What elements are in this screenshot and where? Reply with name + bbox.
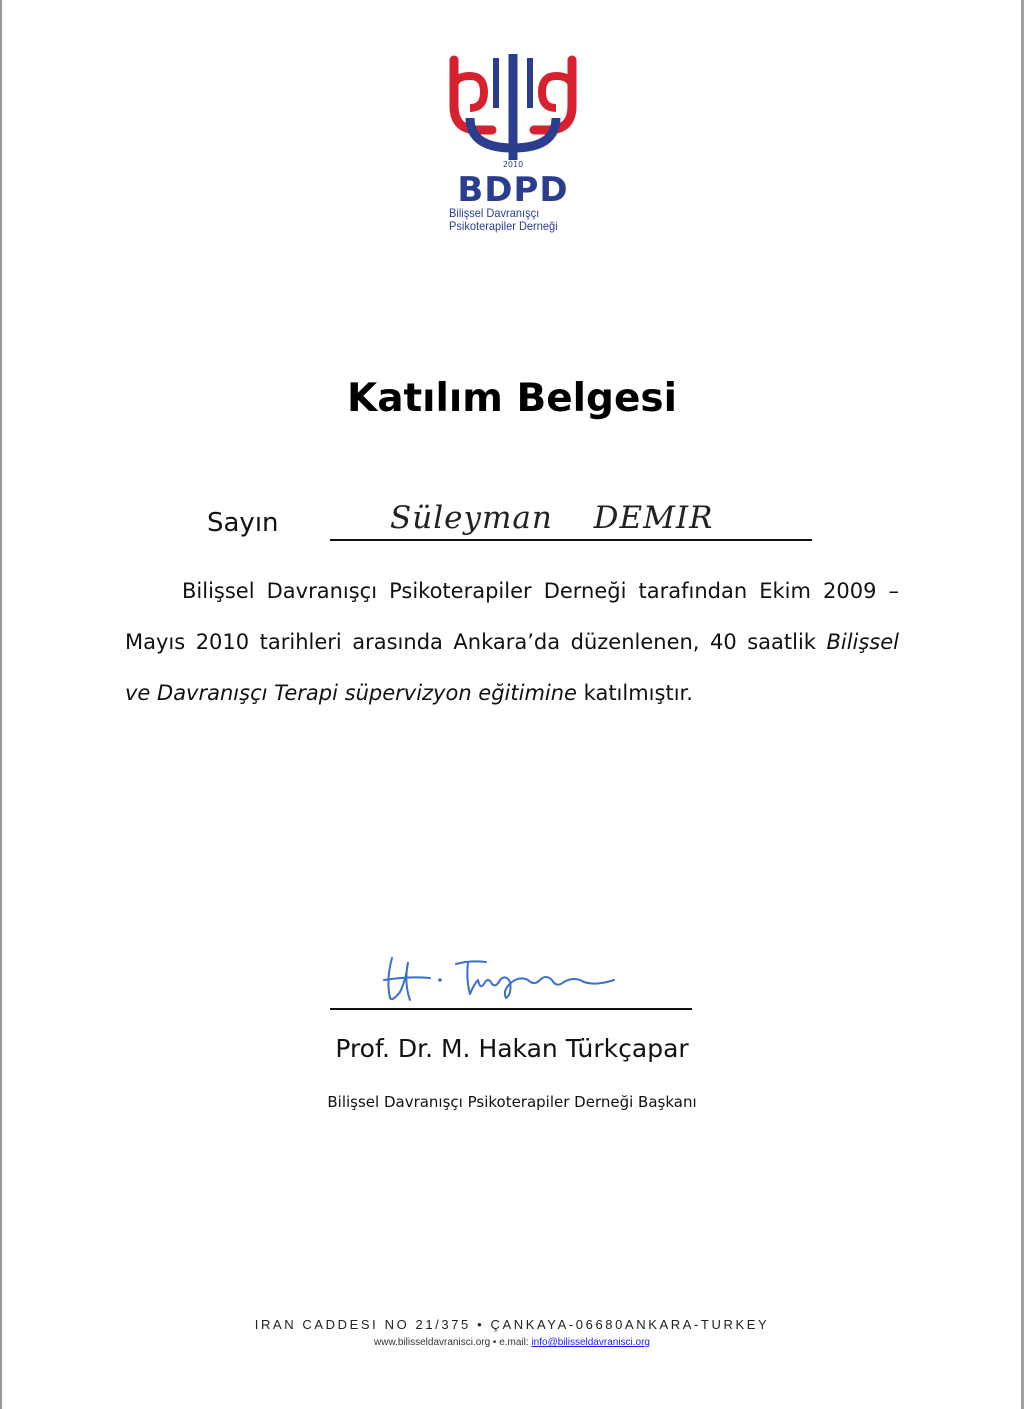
certificate-body: [125, 566, 899, 719]
body-text-part1: Bilişsel Davranışçı Psikoterapiler Derneği tarafından Ekim 2009 – Mayıs 2010 tarihleri arasında Ankara’da düzenlenen, 40 saatlik: [125, 579, 899, 654]
body-text-part2: katılmıştır.: [576, 681, 693, 705]
footer-address: IRAN CADDESI NO 21/375 • ÇANKAYA-06680ANKARA-TURKEY: [254, 1317, 770, 1332]
recipient-underline: [330, 539, 812, 541]
certificate-title: Katılım Belgesi: [347, 376, 677, 421]
signature-line: [330, 1008, 692, 1010]
footer-email-link[interactable]: info@bilisseldavranisci.org: [531, 1337, 650, 1348]
salutation: Sayın: [207, 508, 279, 538]
logo-acronym: BDPD: [457, 170, 569, 210]
recipient-name: Süleyman DEMIR: [390, 500, 714, 536]
logo-year: 2010: [502, 160, 524, 169]
footer-website: www.bilisseldavranisci.org: [374, 1337, 491, 1348]
body-text-course: Bilişsel ve Davranışçı Terapi süpervizyon eğitimine: [125, 630, 899, 705]
handwritten-signature: [370, 950, 640, 1010]
logo-name-line2: Psikoterapiler Derneği: [449, 219, 558, 233]
logo-association-name: [449, 207, 569, 233]
logo-name-line1: Bilişsel Davranışçı: [449, 206, 540, 220]
signatory-title: Bilişsel Davranışçı Psikoterapiler Derneği Başkanı: [327, 1093, 697, 1111]
signatory-name: Prof. Dr. M. Hakan Türkçapar: [335, 1034, 689, 1063]
footer-separator: • e.mail:: [490, 1337, 532, 1348]
footer-contact: [0, 1337, 1024, 1348]
page-border-left: [0, 0, 2, 1409]
